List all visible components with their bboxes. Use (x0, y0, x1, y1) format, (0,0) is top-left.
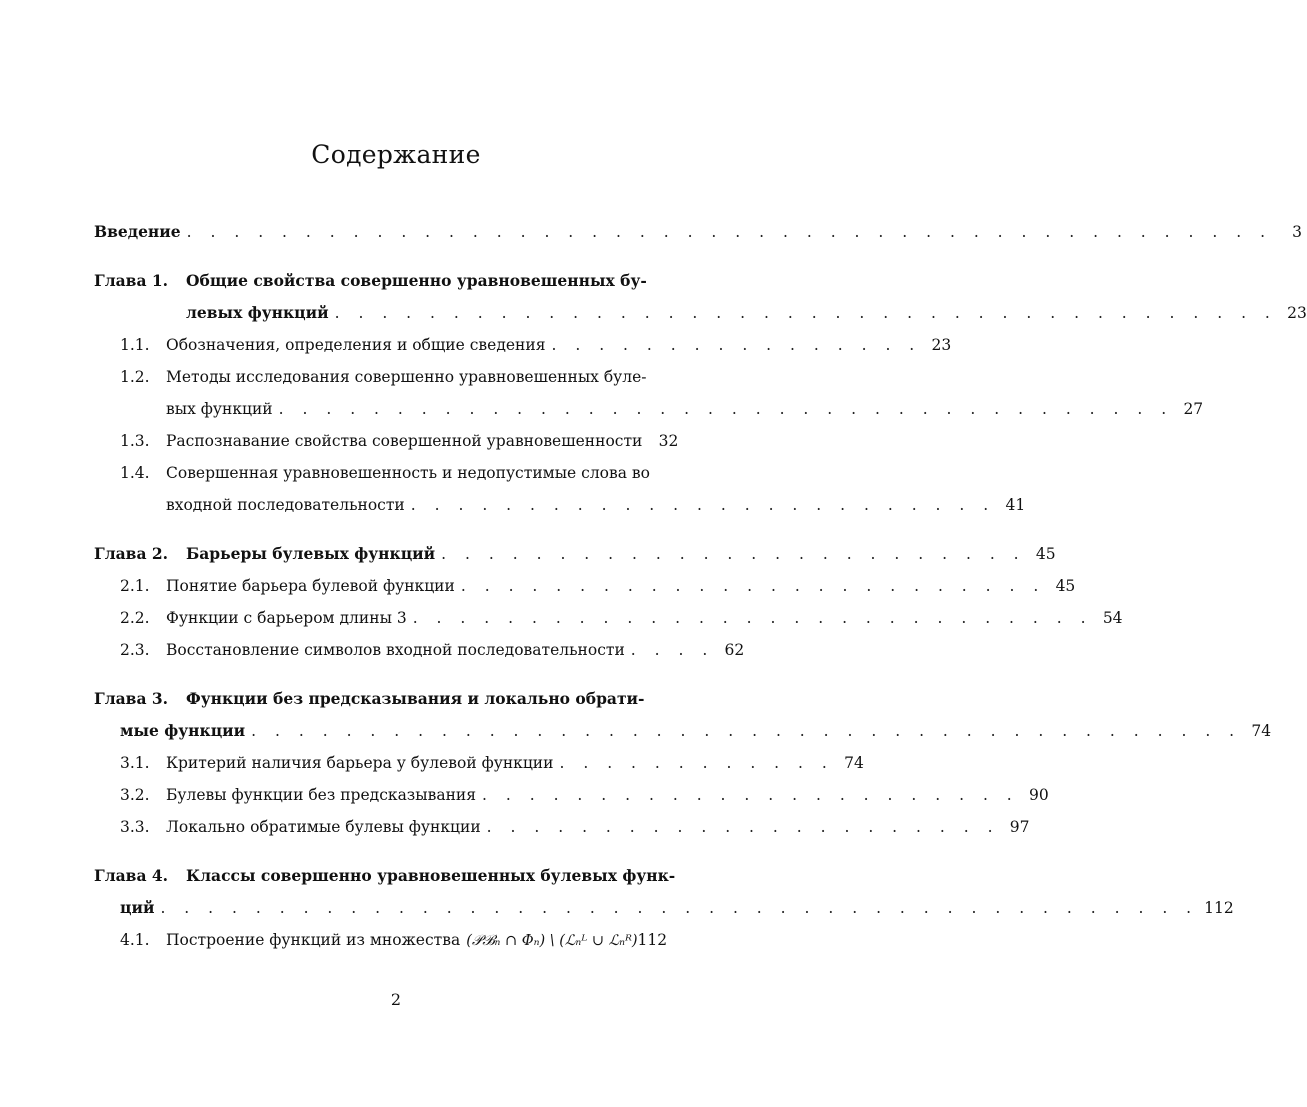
section-number: 3.1. (120, 754, 150, 772)
page-number: 27 (1183, 400, 1204, 418)
leader-dots: . . . . . . . . . . . . (559, 754, 834, 772)
toc-section-3-3[interactable] (120, 816, 1030, 838)
page-number: 54 (1102, 609, 1123, 627)
section-title: Восстановление символов входной последовательности (166, 641, 625, 659)
section-number: 1.1. (120, 336, 150, 354)
chapter-title-line1: Общие свойства совершенно уравновешенных бу- (186, 271, 647, 290)
toc-chapter-1-cont[interactable] (186, 302, 1307, 324)
toc-section-1-3[interactable] (120, 430, 679, 452)
toc-section-4-1[interactable] (120, 929, 666, 952)
section-title-line1: Методы исследования совершенно уравновешенных буле- (166, 368, 647, 386)
toc-section-2-2[interactable] (120, 607, 1123, 629)
section-title: Понятие барьера булевой функции (166, 577, 455, 595)
page-number: 62 (724, 641, 745, 659)
toc-section-2-1[interactable] (120, 575, 1076, 597)
leader-dots: . . . . . . . . . . . . . . . . . . . . . . . . . . . . . . . . . . . . . . (278, 400, 1174, 418)
section-number: 1.4. (120, 464, 150, 482)
leader-dots: . . . . . . . . . . . . . . . . . . . . . . . . . . . . . (412, 609, 1093, 627)
page-number: 45 (1035, 545, 1056, 563)
leader-dots: . . . . . . . . . . . . . . . . . . . . . . . . . . . . . . . . . . . . . . . . . . . . . . (186, 223, 1272, 241)
section-formula: (𝒫ℬₙ ∩ Φₙ) \ (ℒₙᴸ ∪ ℒₙᴿ) (466, 933, 638, 949)
leader-dots: . . . . (630, 641, 715, 659)
section-number: 1.2. (120, 368, 150, 386)
toc-section-1-4[interactable] (120, 462, 650, 484)
page-number: 90 (1029, 786, 1049, 804)
section-title: Булевы функции без предсказывания (166, 786, 477, 804)
page-number: 32 (658, 432, 679, 450)
toc-chapter-4-cont[interactable] (120, 897, 1234, 919)
page-number: 23 (1287, 304, 1307, 322)
section-number: 4.1. (120, 931, 150, 949)
chapter-label: Глава 1. (94, 271, 169, 290)
chapter-title-line2: левых функций (186, 303, 329, 322)
page-number: 112 (1204, 899, 1234, 917)
toc-section-3-1[interactable] (120, 752, 864, 774)
page-number: 97 (1009, 818, 1030, 836)
chapter-label: Глава 3. (94, 689, 169, 708)
section-number: 1.3. (120, 432, 150, 450)
page-number: 23 (931, 336, 952, 354)
toc-section-1-2[interactable] (120, 366, 647, 388)
leader-dots: . . . . . . . . . . . . . . . . . . . . . . . . . . . . . . . . . . . . . . . . (334, 304, 1277, 322)
chapter-label: Глава 4. (94, 866, 169, 885)
section-number: 3.3. (120, 818, 150, 836)
section-title: Обозначения, определения и общие сведения (166, 336, 546, 354)
section-title: Функции с барьером длины 3 (166, 609, 407, 627)
chapter-title-line2: ций (120, 898, 155, 917)
chapter-title-line1: Классы совершенно уравновешенных булевых функ- (186, 866, 676, 885)
chapter-label: Глава 2. (94, 544, 169, 563)
section-title: Построение функций из множества (166, 931, 461, 949)
toc-section-1-1[interactable] (120, 334, 952, 356)
page-number: 74 (1251, 722, 1272, 740)
leader-dots: . . . . . . . . . . . . . . . . . . . . . . (486, 818, 1000, 836)
chapter-title-line2: мые функции (120, 721, 246, 740)
toc-section-2-3[interactable] (120, 639, 745, 661)
chapter-title-line1: Функции без предсказывания и локально обрати- (186, 689, 645, 708)
toc-chapter-4-title[interactable] (94, 865, 675, 887)
page-number-footer: 2 (390, 990, 402, 1009)
chapter-title: Барьеры булевых функций (186, 544, 436, 563)
section-title-line2: входной последовательности (166, 496, 405, 514)
page-number: 3 (1292, 223, 1302, 241)
page-number: 74 (844, 754, 864, 772)
page-number: 45 (1055, 577, 1076, 595)
toc-entry-intro[interactable] (94, 221, 1302, 243)
section-title-line1: Совершенная уравновешенность и недопустимые слова во (166, 464, 650, 482)
toc-chapter-3-cont[interactable] (120, 720, 1272, 742)
section-title: Распознавание свойства совершенной уравновешенности (166, 432, 643, 450)
toc-chapter-1-title[interactable] (94, 270, 647, 292)
section-title: Критерий наличия барьера у булевой функции (166, 754, 554, 772)
section-number: 3.2. (120, 786, 150, 804)
page-number: 112 (637, 931, 668, 949)
toc-section-1-2-cont[interactable] (166, 398, 1204, 420)
leader-dots: . . . . . . . . . . . . . . . . . . . . . . . (482, 786, 1019, 804)
page-number: 41 (1005, 496, 1026, 514)
section-title-line2: вых функций (166, 400, 273, 418)
section-number: 2.2. (120, 609, 150, 627)
leader-dots: . . . . . . . . . . . . . . . . . . . . . . . . . (410, 496, 996, 514)
leader-dots: . . . . . . . . . . . . . . . . . . . . . . . . . . . . . . . . . . . . . . . . . . (251, 722, 1242, 740)
leader-dots: . . . . . . . . . . . . . . . . . . . . . . . . . . . . . . . . . . . . . . . . . . . . (160, 899, 1199, 917)
toc-section-1-4-cont[interactable] (166, 494, 1026, 516)
entry-label: Введение (94, 222, 181, 241)
toc-chapter-3-title[interactable] (94, 688, 645, 710)
toc-chapter-2[interactable] (94, 543, 1056, 565)
toc-section-3-2[interactable] (120, 784, 1049, 806)
section-number: 2.1. (120, 577, 150, 595)
section-title: Локально обратимые булевы функции (166, 818, 481, 836)
page-title: Содержание (311, 140, 481, 169)
leader-dots: . . . . . . . . . . . . . . . . . . . . . . . . . (460, 577, 1046, 595)
section-number: 2.3. (120, 641, 150, 659)
leader-dots: . . . . . . . . . . . . . . . . . . . . . . . . . (441, 545, 1026, 563)
leader-dots: . . . . . . . . . . . . . . . . (551, 336, 922, 354)
